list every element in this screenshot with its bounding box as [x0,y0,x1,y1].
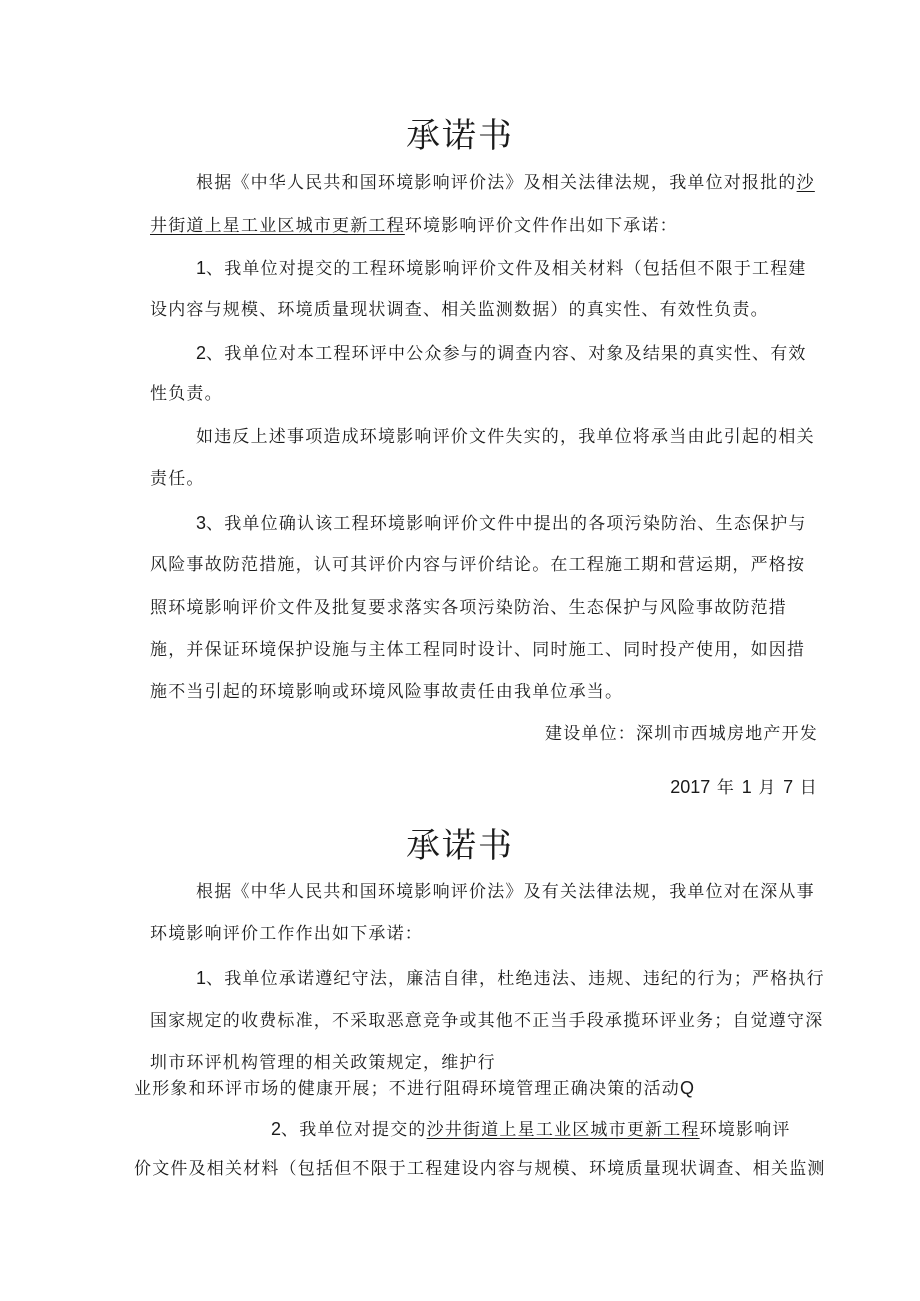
section1-note-line1: 如违反上述事项造成环境影响评价文件失实的，我单位将承当由此引起的相关 [196,427,815,447]
section2-item2-text-b: 环境影响评 [699,1120,791,1140]
section1-item2-line1 [196,341,807,366]
section2-title: 承诺书 [406,826,514,866]
section1-item3-text1: 、我单位确认该工程环境影响评价文件中提出的各项污染防治、生态保护与 [206,514,807,534]
section1-intro-text: 根据《中华人民共和国环境影响评价法》及相关法律法规，我单位对报批的 [196,173,797,193]
section2-item1-line3: 圳市环评机构管理的相关政策规定，维护行 [150,1053,496,1073]
date-day: 7 [783,777,794,797]
section1-item3-line5: 施不当引起的环境影响或环境风险事故责任由我单位承当。 [150,682,624,702]
section1-note-line2: 责任。 [150,469,205,489]
date-year-unit: 年 [716,778,736,798]
section2-intro-line1: 根据《中华人民共和国环境影响评价法》及有关法律法规，我单位对在深从事 [196,882,815,902]
section2-item1-text4: 业形象和环评市场的健康开展；不进行阻碍环境管理正确决策的活动 [134,1079,680,1099]
section2-item1-number: 1 [196,968,207,988]
date-year: 2017 [670,777,711,797]
section1-title: 承诺书 [406,116,514,156]
section2-intro-line2: 环境影响评价工作作出如下承诺： [150,924,423,944]
section1-intro-line2 [150,214,678,238]
section2-item2-text-a: 、我单位对提交的 [281,1120,427,1140]
section1-item1-number: 1 [196,258,207,278]
date-month-unit: 月 [758,778,777,798]
section1-item2-number: 2 [196,343,207,363]
section1-item2-text1: 、我单位对本工程环评中公众参与的调查内容、对象及结果的真实性、有效 [206,344,807,364]
section1-project-name-part2: 井街道上星工业区城市更新工程 [150,216,405,236]
section1-item3-number: 3 [196,513,207,533]
section1-intro-text-end: 环境影响评价文件作出如下承诺： [404,216,678,236]
date-day-unit: 日 [799,778,818,798]
section1-item1-line1 [196,256,807,281]
section2-item1-line1 [196,966,825,991]
section1-item3-line2: 风险事故防范措施，认可其评价内容与评价结论。在工程施工期和营运期，严格按 [150,555,806,575]
section1-item1-line2: 设内容与规模、环境质量现状调查、相关监测数据）的真实性、有效性负责。 [150,300,769,320]
section1-item3-line1 [196,511,807,536]
date-month: 1 [741,777,752,797]
section2-item1-text1: 、我单位承诺遵纪守法，廉洁自律，杜绝违法、违规、违纪的行为；严格执行 [206,969,825,989]
section1-project-name-part1: 沙 [796,173,815,193]
section2-item2-number: 2 [271,1119,282,1139]
section2-item2-line1 [271,1117,791,1142]
section2-item2-project-name: 沙井街道上星工业区城市更新工程 [426,1120,700,1140]
section1-intro-line1 [196,171,815,195]
section2-item1-line2: 国家规定的收费标准，不采取恶意竞争或其他不正当手段承揽环评业务；自觉遵守深 [150,1011,824,1031]
section1-date [670,775,818,800]
section2-item1-line4 [134,1076,694,1101]
section2-item2-line2: 价文件及相关材料（包括但不限于工程建设内容与规模、环境质量现状调查、相关监测 [134,1159,826,1179]
section1-item2-line2: 性负责。 [150,384,223,404]
section2-item1-line4-end: Q [680,1078,695,1098]
section1-item1-text1: 、我单位对提交的工程环境影响评价文件及相关材料（包括但不限于工程建 [206,259,807,279]
section1-item3-line3: 照环境影响评价文件及批复要求落实各项污染防治、生态保护与风险事故防范措 [150,598,787,618]
section1-item3-line4: 施，并保证环境保护设施与主体工程同时设计、同时施工、同时投产使用，如因措 [150,640,806,660]
section1-signer: 建设单位：深圳市西城房地产开发 [545,724,818,744]
